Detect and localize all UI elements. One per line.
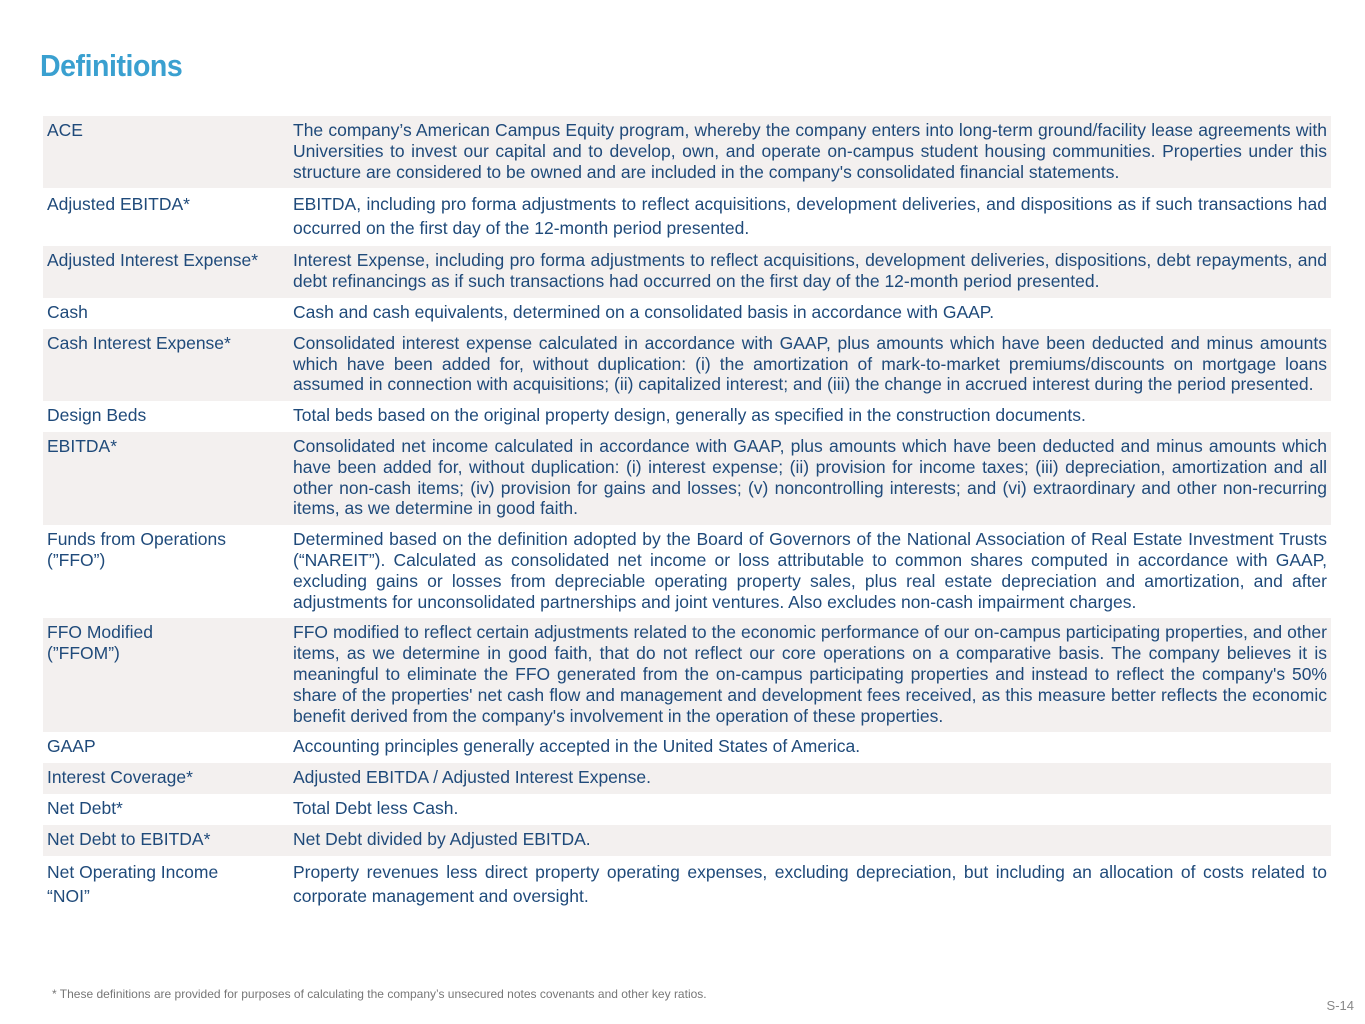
page-title: Definitions <box>40 48 183 83</box>
definition-cell: Property revenues less direct property operating expenses, excluding depreciation, but including an allocation of costs related to corporate management and oversight. <box>293 861 1327 906</box>
term-cell: FFO Modified (”FFOM”) <box>43 618 289 732</box>
term-cell: Interest Coverage* <box>43 763 289 794</box>
definition-cell: The company’s American Campus Equity program, whereby the company enters into long-term ground/facility lease agreements with Universities to invest our capital and to develop, own, and operate on-campus student housing communities. Properties under this structure are considered to be owned and are included in the company's consolidated financial statements. <box>289 116 1331 188</box>
definition-cell: Cash and cash equivalents, determined on a consolidated basis in accordance with GAAP. <box>293 301 995 322</box>
definition-cell: Adjusted EBITDA / Adjusted Interest Expense. <box>289 763 1331 794</box>
term-cell: Funds from Operations (”FFO”) <box>47 529 226 570</box>
term-cell: Net Debt* <box>47 797 123 818</box>
term-cell: Cash Interest Expense* <box>43 329 289 401</box>
table-row <box>43 732 1331 763</box>
definitions-table <box>43 116 1331 914</box>
definition-cell: Net Debt divided by Adjusted EBITDA. <box>289 825 1331 856</box>
table-row <box>43 856 1331 914</box>
term-cell: Adjusted EBITDA* <box>47 194 190 215</box>
table-row <box>43 329 1331 401</box>
term-cell: GAAP <box>47 736 96 757</box>
definition-cell: Determined based on the definition adopted by the Board of Governors of the National Association of Real Estate Investment Trusts (“NAREIT”). Calculated as consolidated net income or loss attributable to common shares computed in accordance with GAAP, excluding gains or losses from depreciable operating property sales, plus real estate depreciation and amortization, and after adjustments for unconsolidated partnerships and joint ventures. Also excludes non-cash impairment charges. <box>293 529 1327 612</box>
definition-cell: Interest Expense, including pro forma adjustments to reflect acquisitions, development deliveries, dispositions, debt repayments, and debt refinancings as if such transactions had occurred on the first day of the 12-month period presented. <box>289 246 1331 298</box>
definition-cell: Total beds based on the original property design, generally as specified in the construction documents. <box>293 405 1086 426</box>
table-row <box>43 298 1331 329</box>
definition-cell: Consolidated interest expense calculated in accordance with GAAP, plus amounts which have been deducted and minus amounts which have been added for, without duplication: (i) the amortization of mark-to-market premiums/discounts on mortgage loans assumed in connection with acquisitions; (ii) capitalized interest; and (iii) the change in accrued interest during the period presented. <box>289 329 1331 401</box>
table-row <box>43 246 1331 298</box>
term-cell: EBITDA* <box>43 432 289 525</box>
table-row <box>43 401 1331 432</box>
table-row <box>43 763 1331 794</box>
table-row <box>43 116 1331 188</box>
definition-cell: Total Debt less Cash. <box>293 797 459 818</box>
definition-cell: Accounting principles generally accepted in the United States of America. <box>293 736 861 757</box>
term-cell: ACE <box>43 116 289 188</box>
table-row <box>43 188 1331 246</box>
definition-cell: FFO modified to reflect certain adjustments related to the economic performance of our on-campus participating properties, and other items, as we determine in good faith, that do not reflect our core operations on a comparative basis. The company believes it is meaningful to eliminate the FFO generated from the on-campus participating properties and instead to reflect the company's 50% share of the properties' net cash flow and management and development fees received, as this measure better reflects the economic benefit derived from the company's involvement in the operation of these properties. <box>289 618 1331 732</box>
table-row <box>43 618 1331 732</box>
footnote: * These definitions are provided for purposes of calculating the company’s unsecured notes covenants and other key ratios. <box>52 987 707 1001</box>
definition-cell: Consolidated net income calculated in accordance with GAAP, plus amounts which have been deducted and minus amounts which have been added for, without duplication: (i) interest expense; (ii) provision for income taxes; (iii) depreciation, amortization and all other non-cash items; (iv) provision for gains and losses; (v) noncontrolling interests; and (vi) extraordinary and other non-recurring items, as we determine in good faith. <box>289 432 1331 525</box>
term-cell: Adjusted Interest Expense* <box>43 246 289 298</box>
table-row <box>43 432 1331 525</box>
table-row <box>43 525 1331 618</box>
table-row <box>43 794 1331 825</box>
term-cell: Net Operating Income “NOI” <box>47 861 219 906</box>
table-row <box>43 825 1331 856</box>
term-cell: Net Debt to EBITDA* <box>43 825 289 856</box>
term-cell: Design Beds <box>47 405 147 426</box>
definition-cell: EBITDA, including pro forma adjustments to reflect acquisitions, development deliveries, and dispositions as if such transactions had occurred on the first day of the 12-month period presented. <box>293 194 1327 239</box>
term-cell: Cash <box>47 301 88 322</box>
page-number: S-14 <box>1326 998 1354 1013</box>
